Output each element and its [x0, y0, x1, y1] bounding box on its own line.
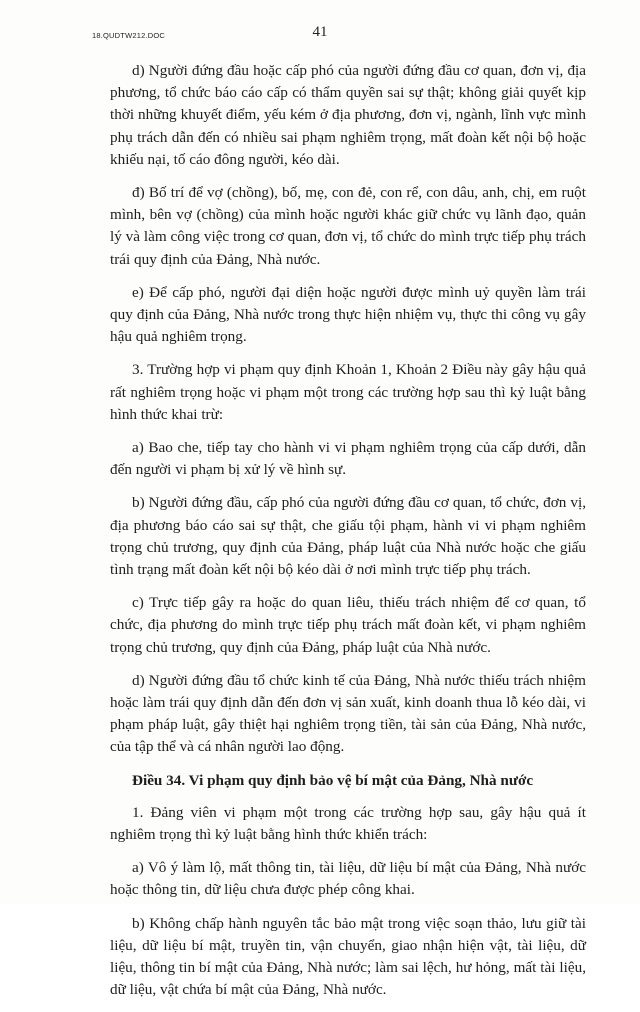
paragraph-3b: b) Người đứng đầu, cấp phó của người đứng đầu cơ quan, tổ chức, đơn vị, địa phương báo cáo sai sự thật, che giấu tội phạm, hành vi vi phạm nghiêm trọng chủ trương, quy định của Đảng, pháp luật của Nhà nước hoặc che giấu tình trạng mất đoàn kết nội bộ kéo dài ở nơi mình trực tiếp phụ trách.	[110, 494, 586, 579]
document-filename: 18.QUDTW212.DOC	[92, 31, 166, 40]
paragraph-2e: e) Để cấp phó, người đại diện hoặc người được mình uỷ quyền làm trái quy định của Đảng, Nhà nước trong thực hiện nhiệm vụ, thực thi công vụ gây hậu quả nghiêm trọng.	[110, 283, 586, 346]
paragraph-clause-3: 3. Trường hợp vi phạm quy định Khoản 1, Khoản 2 Điều này gây hậu quả rất nghiêm trọng hoặc vi phạm một trong các trường hợp sau thì kỷ luật bằng hình thức khai trừ:	[110, 361, 586, 423]
paragraph-34-1a: a) Vô ý làm lộ, mất thông tin, tài liệu, dữ liệu bí mật của Đảng, Nhà nước hoặc thông tin, dữ liệu chưa được phép công khai.	[110, 859, 586, 899]
paragraph-34-1b: b) Không chấp hành nguyên tắc bảo mật trong việc soạn thảo, lưu giữ tài liệu, dữ liệu bí mật, truyền tin, vận chuyển, giao nhận hiện vật, tài liệu, dữ liệu, thông tin bí mật của Đảng, Nhà nước; làm sai lệch, hư hỏng, mất tài liệu, dữ liệu, vật chứa bí mật của Đảng, Nhà nước.	[110, 914, 586, 999]
document-body	[110, 60, 586, 1012]
paragraph-3c: c) Trực tiếp gây ra hoặc do quan liêu, thiếu trách nhiệm để cơ quan, tổ chức, địa phương do mình trực tiếp phụ trách mất đoàn kết, vi phạm nghiêm trọng chủ trương, quy định của Đảng, pháp luật của Nhà nước.	[110, 594, 586, 656]
page-number: 41	[312, 24, 328, 40]
paragraph-2d: d) Người đứng đầu hoặc cấp phó của người đứng đầu cơ quan, đơn vị, địa phương, tổ chức báo cáo cấp có thẩm quyền sai sự thật; không giải quyết kịp thời những khuyết điểm, yếu kém ở địa phương, đơn vị, ngành, lĩnh vực mình phụ trách dẫn đến có nhiều sai phạm nghiêm trọng, mất đoàn kết nội bộ hoặc khiếu nại, tố cáo đông người, kéo dài.	[110, 62, 586, 168]
paragraph-34-clause-1: 1. Đảng viên vi phạm một trong các trường hợp sau, gây hậu quả ít nghiêm trọng thì kỷ luật bằng hình thức khiển trách:	[110, 803, 586, 843]
paragraph-3a: a) Bao che, tiếp tay cho hành vi vi phạm nghiêm trọng của cấp dưới, dẫn đến người vi phạm bị xử lý về hình sự.	[110, 439, 586, 479]
paragraph-3d: d) Người đứng đầu tổ chức kinh tế của Đảng, Nhà nước thiếu trách nhiệm hoặc làm trái quy định dẫn đến đơn vị sản xuất, kinh doanh thua lỗ kéo dài, vi phạm pháp luật, gây thiệt hại nghiêm trọng tiền, tài sản của Đảng, Nhà nước, của tập thể và cá nhân người lao động.	[110, 671, 586, 756]
paragraph-2dd: đ) Bố trí để vợ (chồng), bố, mẹ, con đẻ, con rể, con dâu, anh, chị, em ruột mình, bên vợ (chồng) của mình hoặc người khác giữ chức vụ lãnh đạo, quản lý và làm công việc trong cơ quan, đơn vị, tổ chức do mình trực tiếp phụ trách trái quy định của Đảng, Nhà nước.	[110, 184, 586, 268]
article-34-heading: Điều 34. Vi phạm quy định bảo vệ bí mật của Đảng, Nhà nước	[132, 771, 534, 789]
